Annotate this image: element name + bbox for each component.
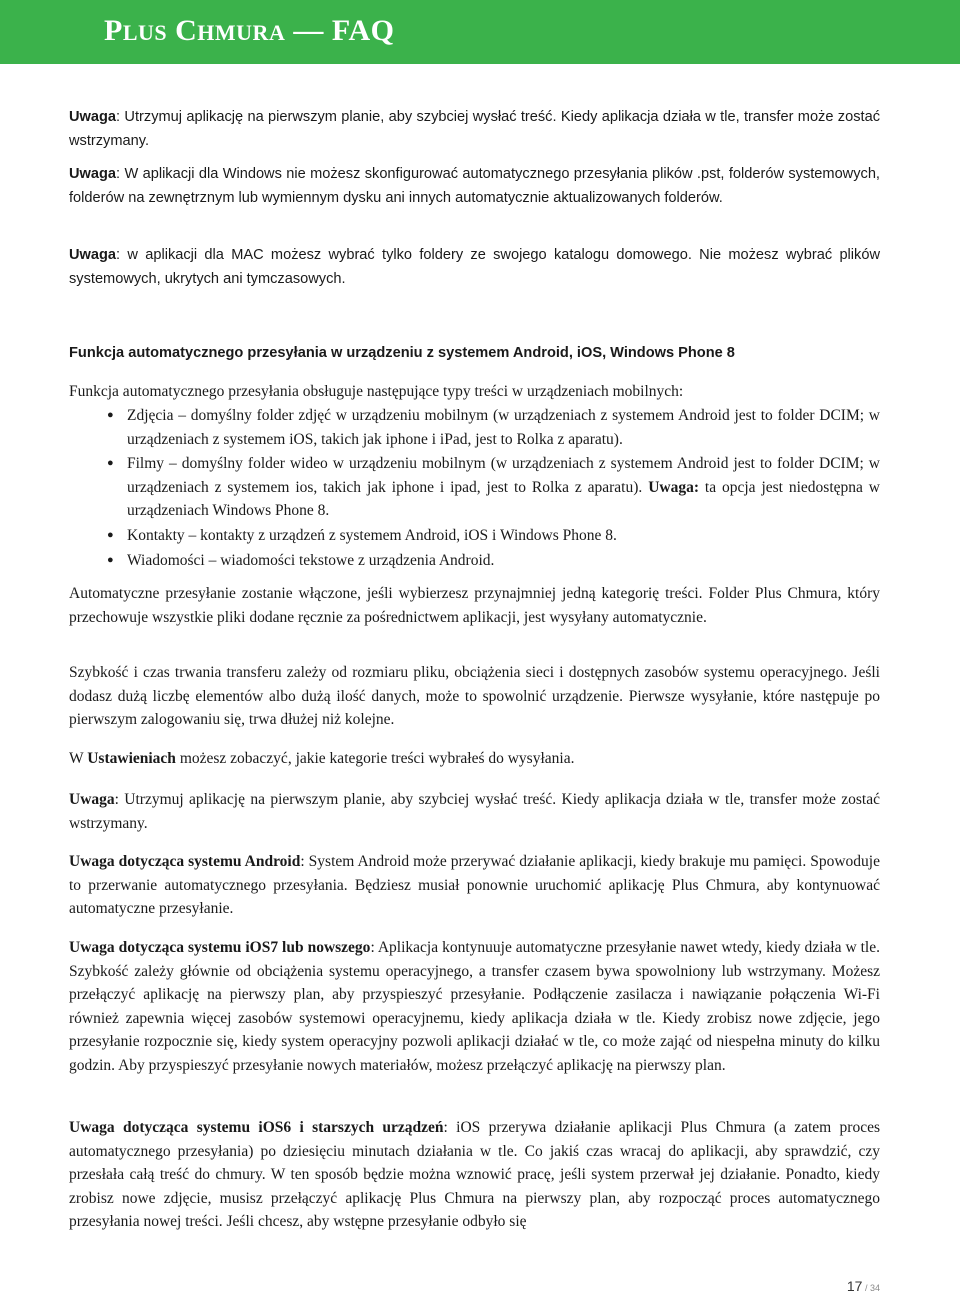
page-number: 17 / 34 [846,1278,880,1294]
paragraph-auto-upload: Automatyczne przesyłanie zostanie włączone, jeśli wybierzesz przynajmniej jedną kategorię treści. Folder Plus Chmura, który przechowuje wszystkie pliki dodane ręcznie za pośrednictwem aplikacji, jest wysyłany automatycznie. [69,585,880,626]
content-types-list [69,404,880,573]
note-foreground: Uwaga: Utrzymuj aplikację na pierwszym planie, aby szybciej wysłać treść. Kiedy aplikacja działa w tle, transfer może zostać wstrzymany. [69,109,880,149]
paragraph-speed: Szybkość i czas trwania transferu zależy od rozmiaru pliku, obciążenia sieci i dostępnych zasobów systemu operacyjnego. Jeśli dodasz dużą liczbę elementów albo dużą ilość danych, może to spowolnić urządzenie. Pierwsze wysyłanie, które następuje po pierwszym zalogowaniu się, trwa dłużej niż kolejne. [69,664,880,729]
paragraph-note-foreground: Uwaga: Utrzymuj aplikację na pierwszym planie, aby szybciej wysłać treść. Kiedy aplikacja działa w tle, transfer może zostać wstrzymany. [69,791,880,832]
paragraph-note-ios6: Uwaga dotycząca systemu iOS6 i starszych urządzeń: iOS przerywa działanie aplikacji Plus Chmura (a zatem proces automatycznego przesyłania) po dziesięciu minutach działania w tle. Co jakiś czas wracaj do aplikacji, aby sprawdzić, czy przesłała całą treść do chmury. W ten sposób będzie można wznowić pracę, jeśli system przerwał jej działanie. Ponadto, kiedy zrobisz nowe zdjęcie, musisz przełączyć aplikację Plus Chmura na pierwszy plan, aby rozpocząć proces automatycznego przesyłania nowej treści. Jeśli chcesz, aby wstępne przesyłanie odbyło się [69,1119,880,1231]
section-heading: Funkcja automatycznego przesyłania w urządzeniu z systemem Android, iOS, Windows Phone 8 [69,345,735,361]
paragraph-note-android: Uwaga dotycząca systemu Android: System Android może przerywać działanie aplikacji, kiedy brakuje mu pamięci. Spowoduje to przerwanie automatycznego przesyłania. Będziesz musiał ponownie uruchomić aplikację Plus Chmura, aby kontynuować automatyczne przesyłanie. [69,853,880,918]
list-item: ● Zdjęcia – domyślny folder zdjęć w urządzeniu mobilnym (w urządzeniach z systemem Android jest to folder DCIM; w urządzeniach z systemem iOS, takich jak iphone i iPad, jest to Rolka z aparatu). [69,404,880,451]
list-item: ● Filmy – domyślny folder wideo w urządzeniu mobilnym (w urządzeniach z systemem Android jest to folder DCIM; w urządzeniach z systemem ios, takich jak iphone i ipad, jest to Rolka z aparatu). Uwaga: ta opcja jest niedostępna w urządzeniach Windows Phone 8. [69,452,880,523]
page-title: PLUS CHMURA — FAQ [104,14,395,47]
section-intro: Funkcja automatycznego przesyłania obsługuje następujące typy treści w urządzeniach mobilnych: [69,383,684,400]
page-header [0,0,960,64]
note-mac: Uwaga: w aplikacji dla MAC możesz wybrać tylko foldery ze swojego katalogu domowego. Nie możesz wybrać plików systemowych, ukrytych ani tymczasowych. [69,247,880,287]
paragraph-settings: W Ustawieniach możesz zobaczyć, jakie kategorie treści wybrałeś do wysyłania. [69,750,575,767]
list-item: ● Wiadomości – wiadomości tekstowe z urządzenia Android. [69,549,880,573]
note-windows: Uwaga: W aplikacji dla Windows nie możesz skonfigurować automatycznego przesyłania plików .pst, folderów systemowych, folderów na zewnętrznym lub wymiennym dysku ani innych automatycznie aktualizowanych folderów. [69,166,880,206]
paragraph-note-ios7: Uwaga dotycząca systemu iOS7 lub nowszego: Aplikacja kontynuuje automatyczne przesyłanie nawet wtedy, kiedy działa w tle. Szybkość zależy głównie od obciążenia systemu operacyjnego, a transfer czasem bywa spowolniony lub wstrzymany. Możesz przełączyć aplikację na pierwszy plan, aby przyspieszyć przesyłanie. Podłączenie zasilacza i nawiązanie połączenia Wi-Fi również zapewnia więcej zasobów systemowi operacyjnemu, kiedy aplikacja działa w tle. Kiedy zrobisz nowe zdjęcie, jego przesyłanie rozpocznie się, kiedy system operacyjny pozwoli aplikacji działać w tle, co może zająć od niespełna minuty do kilku godzin. Aby przyspieszyć przesyłanie nowych materiałów, możesz przełączyć aplikację na pierwszy plan. [69,939,880,1074]
list-item: ● Kontakty – kontakty z urządzeń z systemem Android, iOS i Windows Phone 8. [69,524,880,548]
